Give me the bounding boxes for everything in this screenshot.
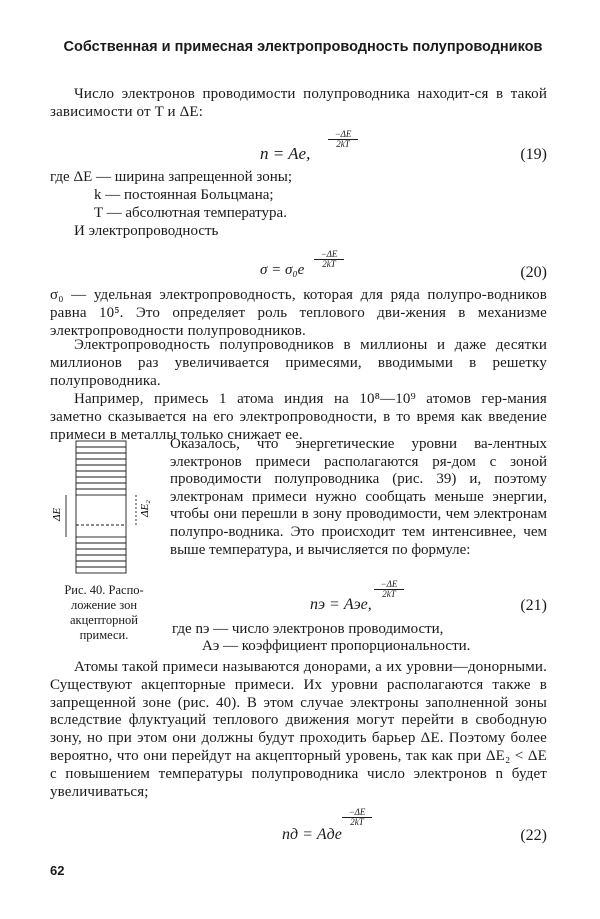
paragraph-3: Электропроводность полупроводников в миллионы и даже десятки миллионов раз увеличивается примесями, вводимыми в решетку полупроводника. [50,337,547,389]
figure-40 [48,437,160,577]
band-diagram [48,437,160,577]
eq22-number: (22) [520,827,547,844]
paragraph-5: Оказалось, что энергетические уровни ва-лентных электронов примеси располагаются ря-дом с зоной проводимости полупроводника (рис. 39) и, поэтому электронам примеси нужно сообщать меньше энергии, чтобы они перешли в зону проводимости, чем электронам полупро-водника. Это происходит тем интенсивнее, чем выше температура, и вычисляется по формуле: [170,436,547,558]
def-conductivity: И электропроводность [74,223,219,239]
paragraph-4: Например, примесь 1 атома индия на 10⁸—10⁹ атомов гер-мания заметно сказывается на его электропроводности, в то время как введение примеси в металлы только снижает ее. [50,391,547,443]
eq22-lhs: nд = Aдe [282,826,342,843]
page-number: 62 [50,863,65,878]
eq22-exp-den: 2kT [350,817,364,827]
delta-e-label: ΔE [51,507,63,521]
eq20-number: (20) [520,264,547,281]
eq21-exp-den: 2kT [382,589,396,599]
figure-40-caption: Рис. 40. Распо-ложение зон акцепторной примеси. [64,583,144,642]
equation-19: n = Ae, $\frac{-\Delta E}{2kT}$ (19) [260,129,547,163]
def-n-e: где nэ — число электронов проводимости, [172,621,444,637]
eq21-number: (21) [520,597,547,614]
def-delta-e: где ΔE — ширина запрещенной зоны; [50,169,293,185]
paragraph-1: Число электронов проводимости полупроводника находит-ся в такой зависимости от T и ΔE: [50,86,547,120]
eq21-exp-num: −ΔE [374,580,404,590]
def-k: k — постоянная Больцмана; [94,187,274,203]
eq19-exp-den: 2kT [336,139,350,149]
def-t: T — абсолютная температура. [94,205,287,221]
eq22-exp-num: −ΔE [342,808,372,818]
paragraph-2: σ₀ — удельная электропроводность, которая для ряда полупро-водников равна 10⁵. Это определяет роль теплового дви-жения в механизме электропроводности полупроводников. [50,287,547,339]
equation-21: nэ = Aэe, $\frac{-\Delta E}{2kT}$ (21) [310,579,547,614]
eq20-lhs: σ = σ₀e [260,262,305,278]
conduction-band [76,441,126,495]
eq20-exp-num: −ΔE [314,250,344,260]
section-title: Собственная и примесная электропроводность полупроводников [63,39,543,55]
paragraph-6: Атомы такой примеси называются донорами, а их уровни—донорными. Существуют акцепторные примеси. Их уровни располагаются также в запрещенной зоне (рис. 40). В этом случае электроны заполненной зоны вследствие флуктуаций теплового движения могут перейти в свободную зону, но при этом они должны будут проходить барьер ΔE. Поэтому более вероятно, что они перейдут на акцепторный уровень, так как при ΔE₂ < ΔE с повышением температуры полупроводника число электронов n будет увеличиваться; [50,659,547,800]
eq19-lhs: n = Ae [260,144,307,163]
delta-e2-label: ΔE₂ [139,500,151,517]
eq19-number: (19) [520,146,547,163]
def-a-e: Aэ — коэффициент пропорциональности. [202,638,471,654]
equation-20 [50,240,547,280]
eq19-exp-num: −ΔE [328,130,358,140]
equation-22 [50,807,547,850]
eq21-lhs: nэ = Aэe [310,596,368,613]
eq20-exp-den: 2kT [322,259,336,269]
